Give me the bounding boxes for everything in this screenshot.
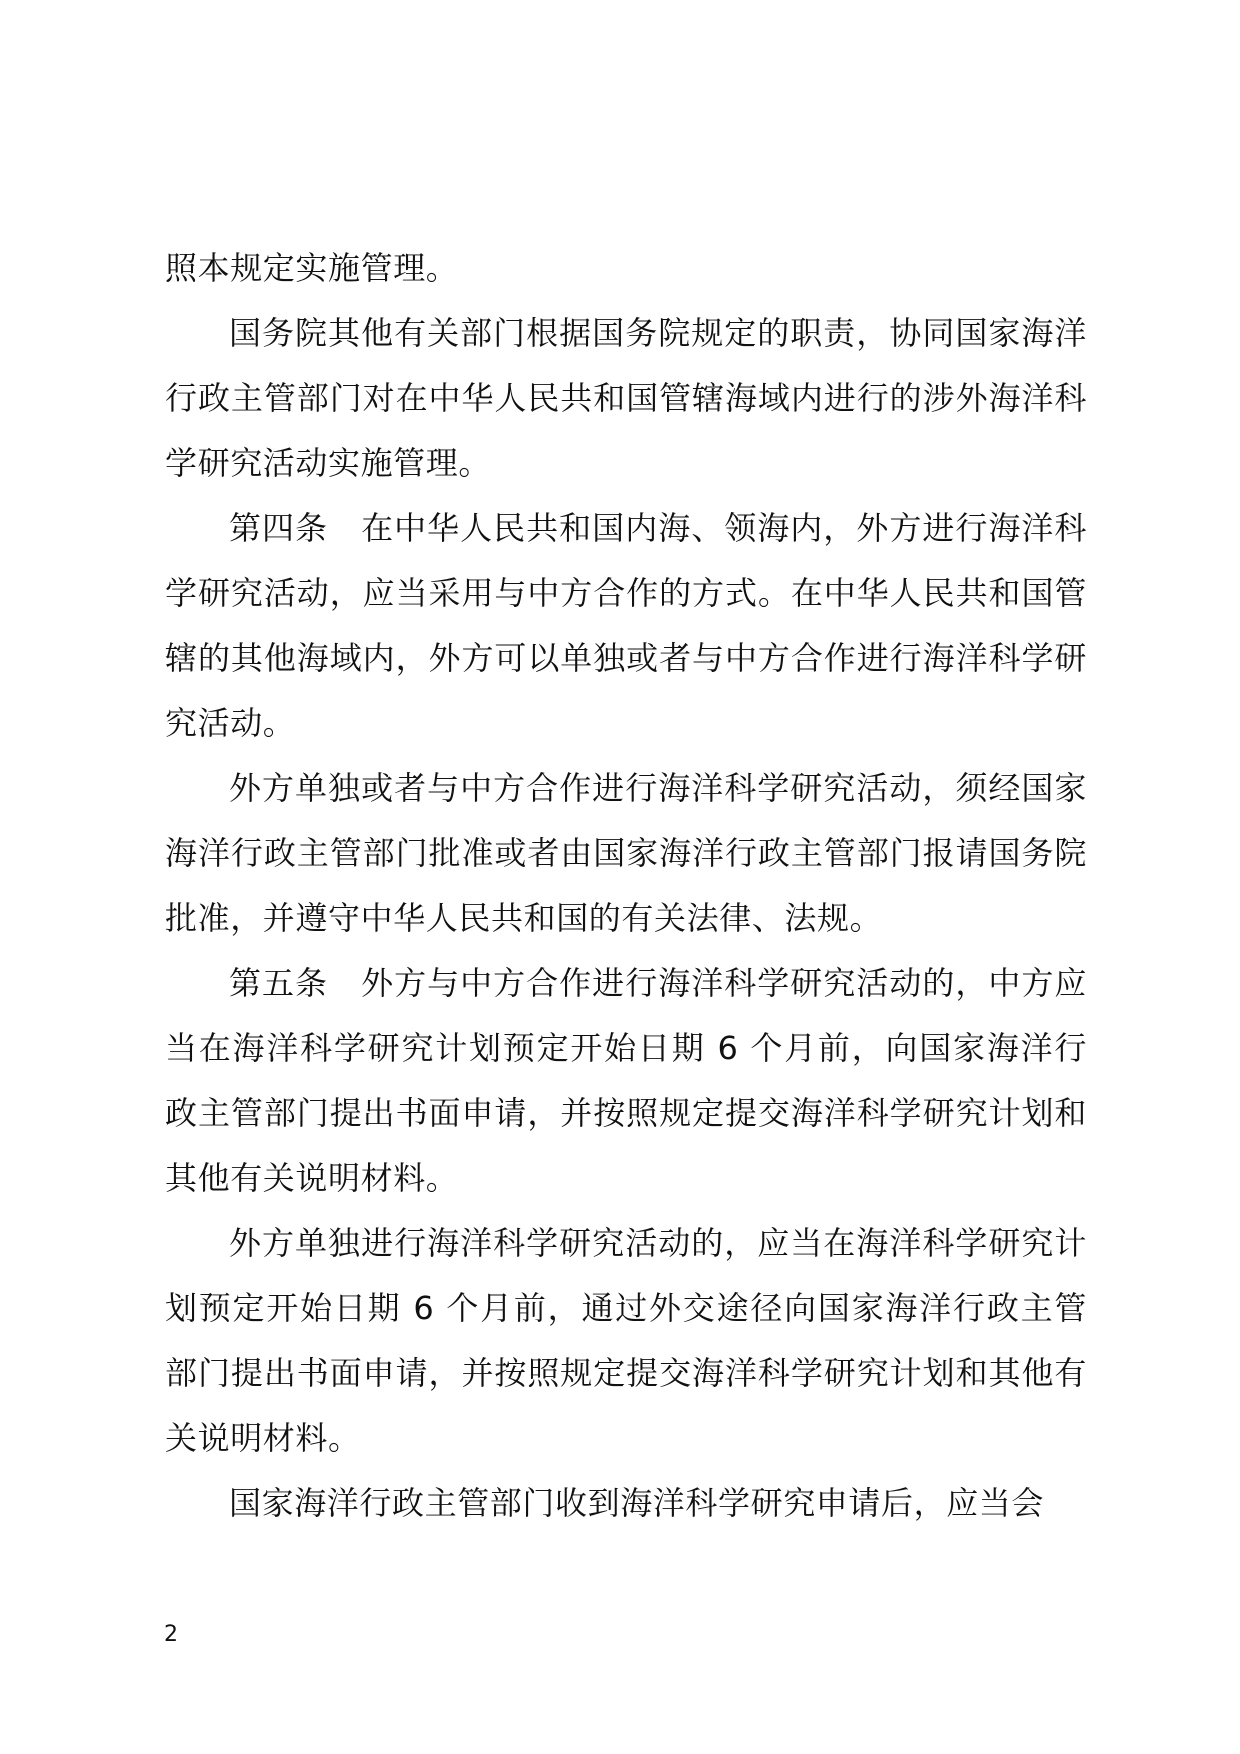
paragraph: 国家海洋行政主管部门收到海洋科学研究申请后，应当会 — [229, 1484, 1045, 1522]
paragraph: 国务院其他有关部门根据国务院规定的职责，协同国家海洋行政主管部门对在中华人民共和国管辖海域内进行的涉外海洋科学研究活动实施管理。 — [165, 314, 1087, 482]
paragraph: 外方单独进行海洋科学研究活动的，应当在海洋科学研究计划预定开始日期 6 个月前，通过外交途径向国家海洋行政主管部门提出书面申请，并按照规定提交海洋科学研究计划和其他有关说明材料。 — [165, 1224, 1087, 1457]
paragraph-continuation: 照本规定实施管理。 — [165, 249, 459, 287]
document-body — [165, 236, 1087, 1536]
paragraph-article-4: 第四条 在中华人民共和国内海、领海内，外方进行海洋科学研究活动，应当采用与中方合作的方式。在中华人民共和国管辖的其他海域内，外方可以单独或者与中方合作进行海洋科学研究活动。 — [165, 509, 1087, 742]
paragraph-article-5: 第五条 外方与中方合作进行海洋科学研究活动的，中方应当在海洋科学研究计划预定开始日期 6 个月前，向国家海洋行政主管部门提出书面申请，并按照规定提交海洋科学研究计划和其他有关说明材料。 — [165, 964, 1087, 1197]
paragraph: 外方单独或者与中方合作进行海洋科学研究活动，须经国家海洋行政主管部门批准或者由国家海洋行政主管部门报请国务院批准，并遵守中华人民共和国的有关法律、法规。 — [165, 769, 1087, 937]
page-number: 2 — [164, 1622, 178, 1647]
